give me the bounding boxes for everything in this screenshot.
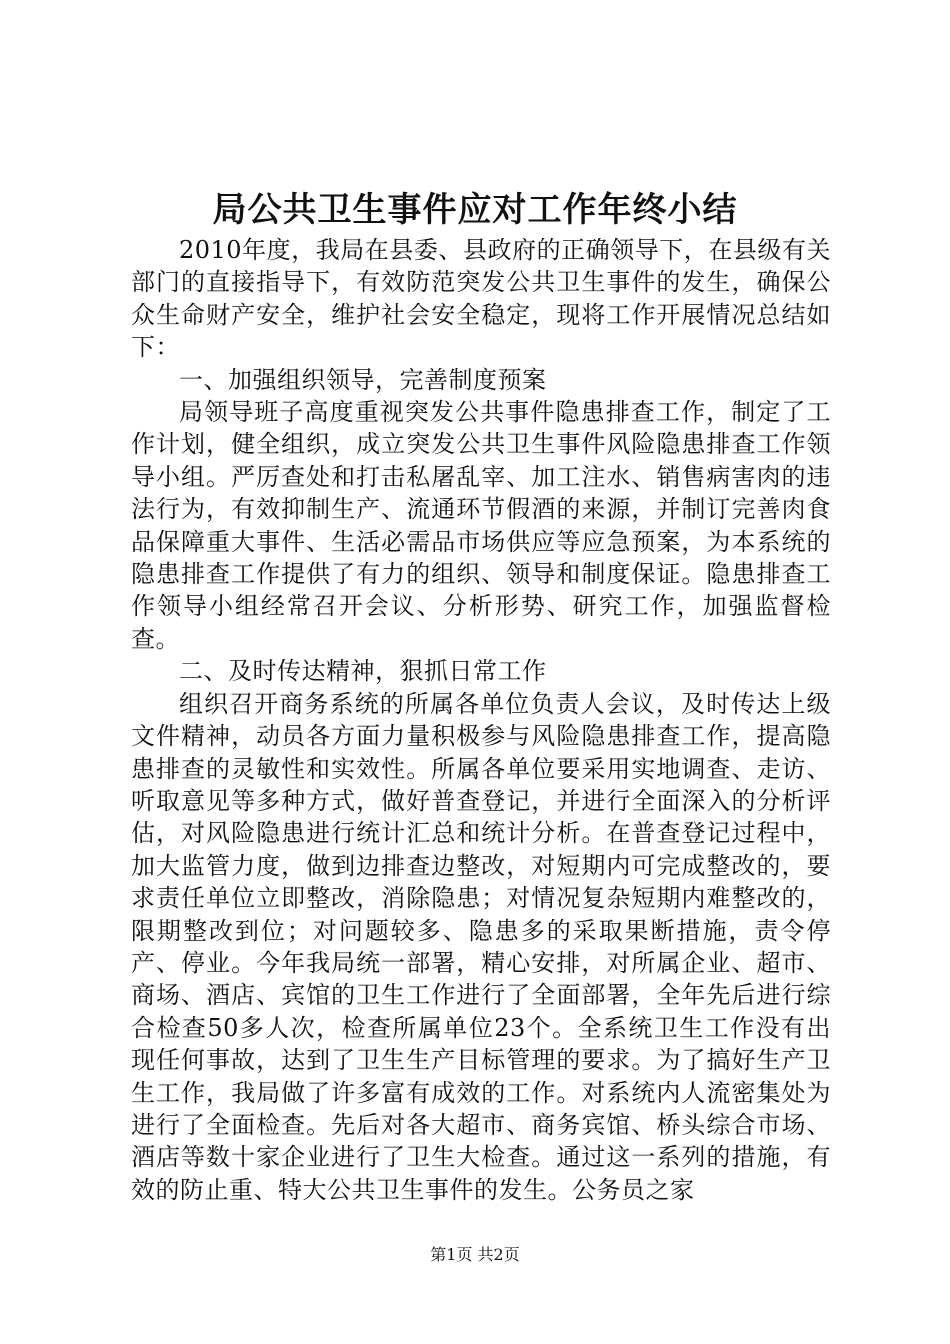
document-title: 局公共卫生事件应对工作年终小结 bbox=[212, 190, 738, 230]
intro-paragraph: 2010年度，我局在县委、县政府的正确领导下，在县级有关部门的直接指导下，有效防范突发公共卫生事件的发生，确保公众生命财产安全，维护社会安全稳定，现将工作开展情况总结如下： bbox=[131, 236, 831, 362]
section-1-paragraph: 局领导班子高度重视突发公共事件隐患排查工作，制定了工作计划，健全组织，成立突发公共卫生事件风险隐患排查工作领导小组。严厉查处和打击私屠乱宰、加工注水、销售病害肉的违法行为，有效抑制生产、流通环节假酒的来源，并制订完善肉食品保障重大事件、生活必需品市场供应等应急预案，为本系统的隐患排查工作提供了有力的组织、领导和制度保证。隐患排查工作领导小组经常召开会议、分析形势、研究工作，加强监督检查。 bbox=[131, 398, 831, 653]
section-2-paragraph: 组织召开商务系统的所属各单位负责人会议，及时传达上级文件精神，动员各方面力量积极参与风险隐患排查工作，提高隐患排查的灵敏性和实效性。所属各单位要采用实地调查、走访、听取意见等多种方式，做好普查登记，并进行全面深入的分析评估，对风险隐患进行统计汇总和统计分析。在普查登记过程中，加大监管力度，做到边排查边整改，对短期内可完成整改的，要求责任单位立即整改，消除隐患；对情况复杂短期内难整改的，限期整改到位；对问题较多、隐患多的采取果断措施，责令停产、停业。今年我局统一部署，精心安排，对所属企业、超市、商场、酒店、宾馆的卫生工作进行了全面部署，全年先后进行综合检查50多人次，检查所属单位23个。全系统卫生工作没有出现任何事故，达到了卫生生产目标管理的要求。为了搞好生产卫生工作，我局做了许多富有成效的工作。对系统内人流密集处为进行了全面检查。先后对各大超市、商务宾馆、桥头综合市场、酒店等数十家企业进行了卫生大检查。通过这一系列的措施，有效的防止重、特大公共卫生事件的发生。公务员之家 bbox=[131, 689, 831, 1204]
section-heading-1: 一、加强组织领导，完善制度预案 bbox=[179, 365, 547, 394]
page-number-footer: 第1页 共2页 bbox=[430, 1245, 520, 1264]
document-body bbox=[131, 234, 831, 1206]
section-heading-2: 二、及时传达精神，狠抓日常工作 bbox=[179, 657, 547, 686]
